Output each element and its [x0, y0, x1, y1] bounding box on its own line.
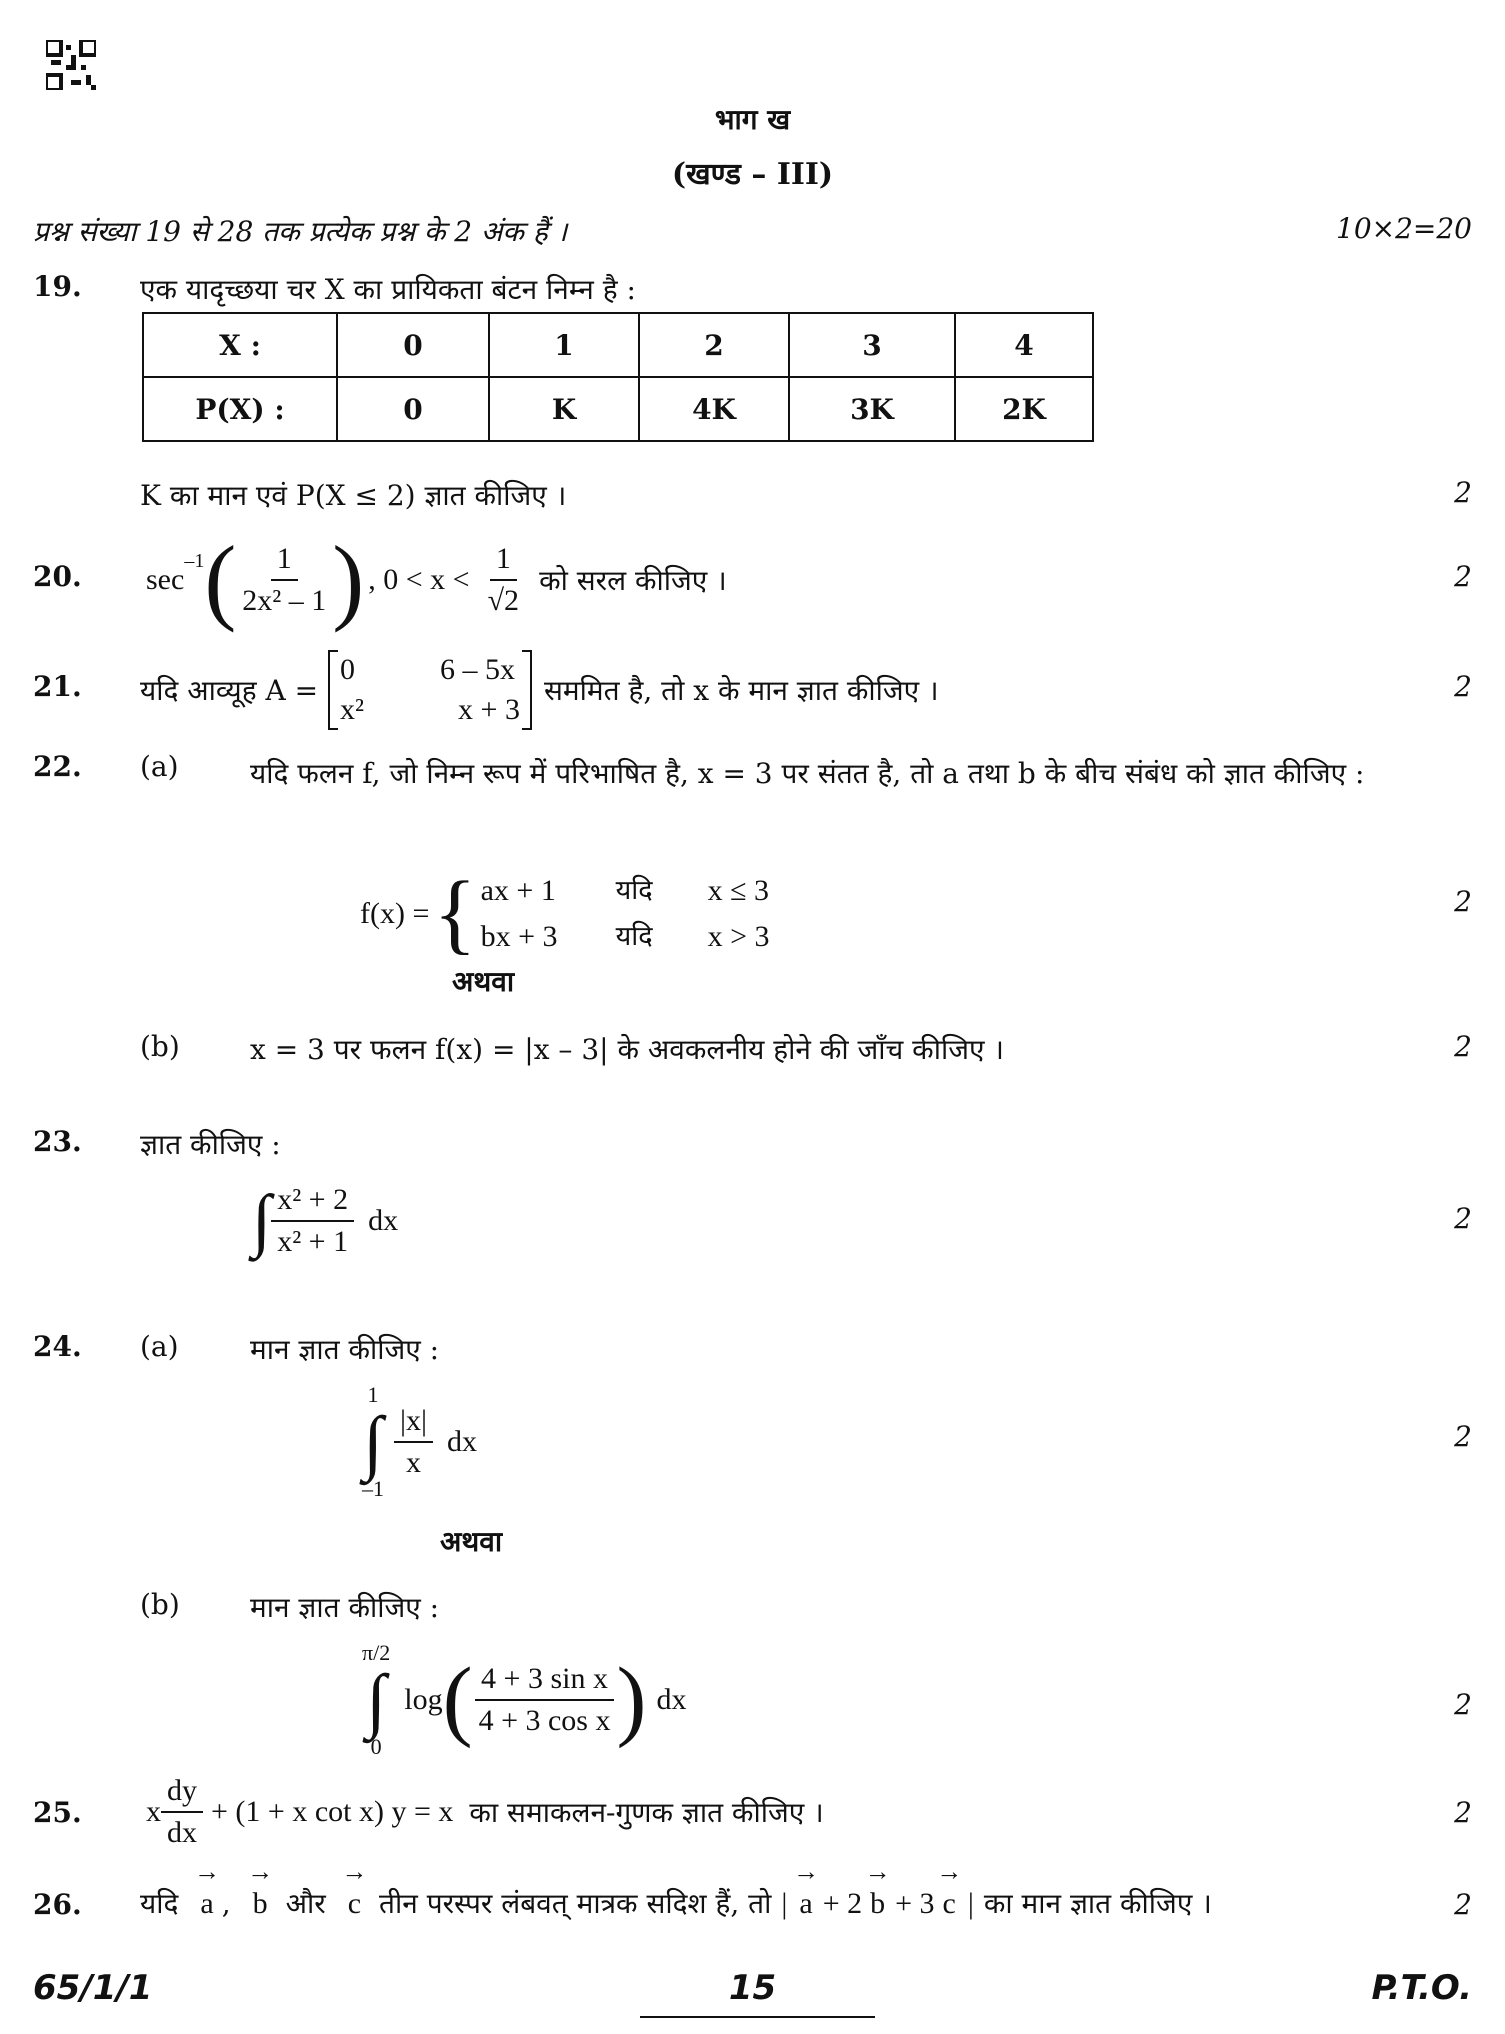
q26-marks: 2 — [1454, 1888, 1472, 1921]
qr-code — [46, 40, 96, 90]
q21-pre: यदि आव्यूह A = — [140, 674, 319, 707]
question-number: 24. — [33, 1330, 82, 1363]
q20-expression — [146, 520, 727, 640]
fraction-denominator: x — [406, 1446, 421, 1479]
or-text: अथवा — [452, 965, 515, 998]
fx-label: f(x) = — [360, 896, 430, 930]
table-cell: P(X) : — [143, 377, 337, 441]
probability-table — [142, 312, 1094, 442]
plus-two: + 2 — [822, 1887, 863, 1920]
case-if: यदि — [615, 874, 653, 906]
question-number: 25. — [33, 1796, 82, 1829]
subpart-label: (a) — [140, 750, 179, 783]
question-number: 23. — [33, 1125, 82, 1158]
case-condition: x > 3 — [707, 919, 770, 953]
q25-rest: + (1 + x cot x) y = x — [211, 1795, 454, 1828]
matrix-cell: x + 3 — [458, 693, 520, 726]
q19-marks: 2 — [1454, 476, 1472, 509]
fraction-denominator: dx — [167, 1816, 197, 1849]
fraction-denominator: 4 + 3 cos x — [478, 1704, 611, 1737]
subpart-label: (b) — [140, 1030, 180, 1063]
q24a-text: मान ज्ञात कीजिए : — [250, 1333, 440, 1366]
lower-limit: 0 — [370, 1734, 382, 1759]
case-if: यदि — [615, 920, 653, 952]
page-number: 15 — [728, 1968, 777, 2008]
q21-expression — [140, 640, 939, 740]
table-cell: 3 — [789, 313, 955, 377]
q23-integral — [252, 1180, 398, 1262]
upper-limit: 1 — [367, 1382, 379, 1407]
left-paren: ( — [442, 1650, 473, 1749]
table-cell: 0 — [337, 377, 489, 441]
fraction-numerator: dy — [161, 1771, 203, 1813]
q24b-integral — [362, 1642, 686, 1758]
q26-post: का मान ज्ञात कीजिए । — [983, 1887, 1212, 1920]
vector-b: → b — [253, 1887, 268, 1921]
or-text: अथवा — [440, 1525, 503, 1558]
vector-a: → a — [799, 1887, 812, 1921]
vector-c: → c — [943, 1887, 956, 1921]
case-expression: bx + 3 — [480, 919, 558, 953]
part-heading: भाग ख — [714, 103, 791, 136]
abs-bar-left: | — [781, 1887, 788, 1920]
q24b-marks: 2 — [1454, 1688, 1472, 1721]
q26-expression — [140, 1884, 1212, 1922]
comma: , — [221, 1887, 231, 1920]
q23-marks: 2 — [1454, 1202, 1472, 1235]
vector-c: → c — [348, 1887, 361, 1921]
piecewise-function — [360, 862, 770, 965]
q24a-integral — [362, 1384, 477, 1500]
q22b-marks: 2 — [1454, 1030, 1472, 1063]
dx: dx — [368, 1204, 399, 1237]
fraction-numerator: |x| — [394, 1401, 433, 1443]
q24a-marks: 2 — [1454, 1420, 1472, 1453]
integral-sign: ∫ — [252, 1182, 272, 1259]
pto-text: P.T.O. — [1371, 1968, 1472, 2008]
inverse-superscript: –1 — [184, 550, 205, 572]
fraction-numerator: 1 — [271, 539, 298, 581]
dx: dx — [656, 1683, 687, 1716]
q26-text: तीन परस्पर लंबवत् मात्रक सदिश हैं, तो — [379, 1887, 772, 1920]
q26-and: और — [285, 1887, 326, 1920]
q21-post: सममित है, तो x के मान ज्ञात कीजिए । — [543, 674, 939, 707]
left-paren: ( — [204, 526, 237, 633]
q24b-text: मान ज्ञात कीजिए : — [250, 1591, 440, 1624]
q19-ask: K का मान एवं P(X ≤ 2) ज्ञात कीजिए । — [140, 479, 567, 512]
q23-text: ज्ञात कीजिए : — [140, 1128, 281, 1161]
fraction-denominator: √2 — [487, 584, 520, 617]
paper-code: 65/1/1 — [33, 1968, 153, 2008]
subpart-label: (b) — [140, 1588, 180, 1621]
x-term: x — [146, 1795, 161, 1828]
q22b-text: x = 3 पर फलन f(x) = |x – 3| के अवकलनीय होने की जाँच कीजिए । — [250, 1033, 1004, 1066]
fraction-numerator: x² + 2 — [271, 1180, 354, 1222]
q20-condition: , 0 < x < — [368, 563, 470, 596]
right-paren: ) — [332, 526, 365, 633]
fraction-denominator: x² + 1 — [277, 1225, 349, 1258]
q26-pre: यदि — [140, 1887, 179, 1920]
table-cell: 1 — [489, 313, 639, 377]
q22a-marks: 2 — [1454, 885, 1472, 918]
fraction-denominator: 2x² – 1 — [242, 584, 327, 617]
integral-sign: ∫ — [363, 1402, 383, 1482]
fraction-numerator: 1 — [490, 539, 517, 581]
q25-ask: का समाकलन-गुणक ज्ञात कीजिए । — [469, 1796, 824, 1829]
q20-marks: 2 — [1454, 560, 1472, 593]
piecewise-cases — [481, 868, 770, 960]
table-cell: K — [489, 377, 639, 441]
total-marks: 10×2=20 — [1336, 212, 1472, 245]
abs-bar-right: | — [967, 1887, 974, 1920]
table-cell: X : — [143, 313, 337, 377]
q25-marks: 2 — [1454, 1796, 1472, 1829]
vector-a: → a — [200, 1887, 213, 1921]
left-brace: { — [433, 864, 477, 963]
page-number-underline — [640, 2016, 875, 2018]
question-number: 20. — [33, 560, 82, 593]
vector-b: → b — [870, 1887, 885, 1921]
case-condition: x ≤ 3 — [707, 873, 770, 907]
matrix-cell: 6 – 5x — [440, 653, 516, 686]
q22a-text: यदि फलन f, जो निम्न रूप में परिभाषित है, x = 3 पर संतत है, तो a तथा b के बीच संबंध को ज्ञात कीजिए : — [250, 757, 1365, 790]
integral-sign: ∫ — [366, 1660, 386, 1740]
fraction-numerator: 4 + 3 sin x — [475, 1659, 614, 1701]
table-cell: 3K — [789, 377, 955, 441]
dx: dx — [447, 1425, 478, 1458]
table-cell: 4 — [955, 313, 1093, 377]
lower-limit: –1 — [362, 1476, 384, 1501]
question-number: 26. — [33, 1888, 82, 1921]
matrix-cell: 0 — [340, 653, 356, 686]
case-expression: ax + 1 — [480, 873, 556, 907]
table-cell: 4K — [639, 377, 789, 441]
subpart-label: (a) — [140, 1330, 179, 1363]
question-number: 19. — [33, 270, 82, 303]
sec-function: sec — [146, 563, 185, 596]
q20-ask: को सरल कीजिए । — [539, 564, 727, 597]
q19-text: एक यादृच्छया चर X का प्रायिकता बंटन निम्न है : — [140, 273, 636, 306]
question-number: 21. — [33, 670, 82, 703]
q21-marks: 2 — [1454, 670, 1472, 703]
table-cell: 2K — [955, 377, 1093, 441]
matrix-cell: x² — [340, 693, 365, 726]
upper-limit: π/2 — [362, 1640, 391, 1665]
log-function: log — [404, 1683, 443, 1716]
instruction-text: प्रश्न संख्या 19 से 28 तक प्रत्येक प्रश्न के 2 अंक हैं । — [33, 215, 568, 248]
table-cell: 0 — [337, 313, 489, 377]
q25-expression — [146, 1770, 824, 1854]
table-cell: 2 — [639, 313, 789, 377]
question-number: 22. — [33, 750, 82, 783]
right-paren: ) — [616, 1650, 647, 1749]
plus-three: + 3 — [895, 1887, 935, 1920]
matrix — [328, 650, 532, 730]
section-heading: (खण्ड – III) — [671, 157, 834, 192]
